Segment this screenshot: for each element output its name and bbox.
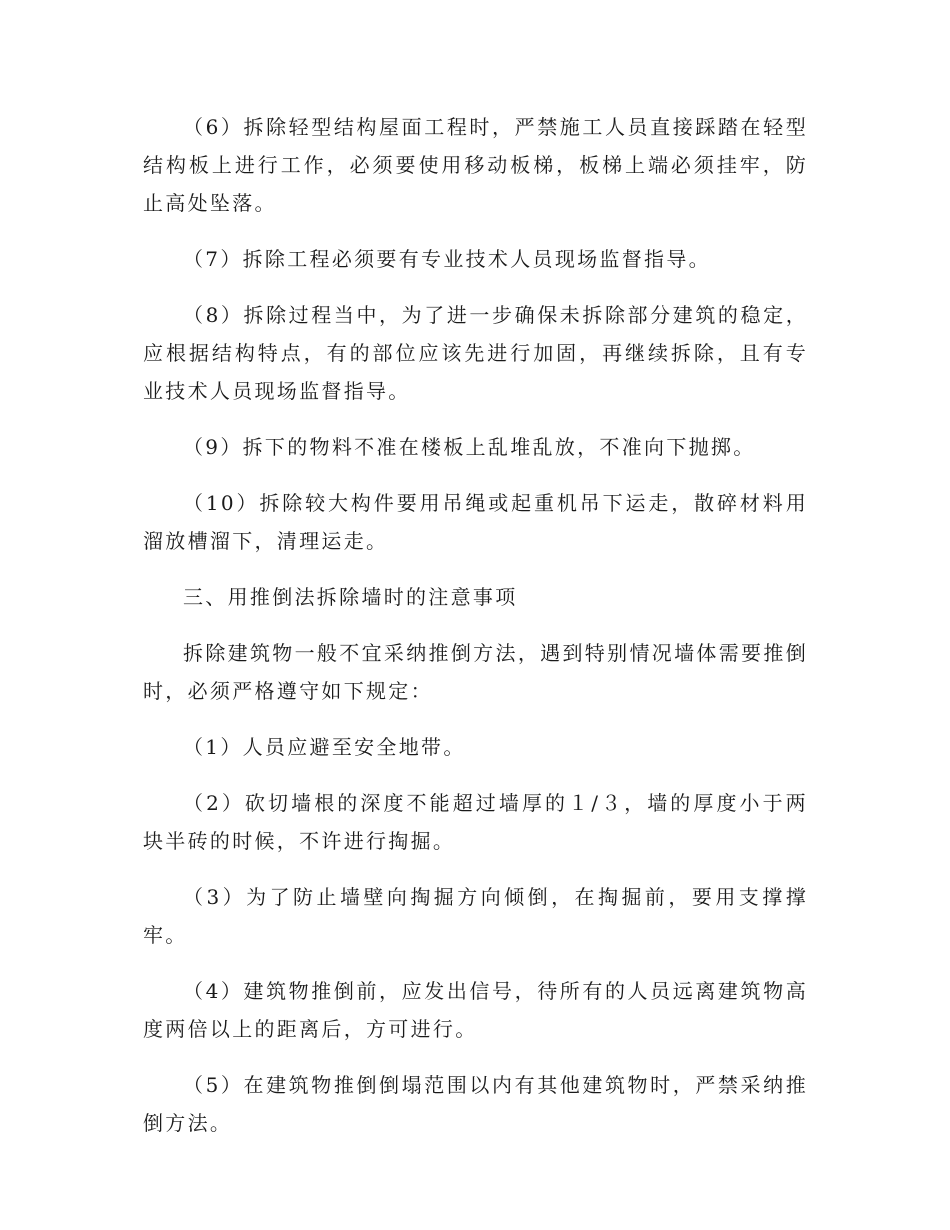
paragraph-item-9: （9）拆下的物料不准在楼板上乱堆乱放，不准向下抛掷。 xyxy=(183,435,756,459)
paragraph-item-8: （8）拆除过程当中，为了进一步确保未拆除部分建筑的稳定，应根据结构特点，有的部位应该先进行加固，再继续拆除，且有专业技术人员现场监督指导。 xyxy=(143,303,808,403)
rule-item-1: （1）人员应避至安全地带。 xyxy=(183,735,466,759)
section-intro: 拆除建筑物一般不宜采纳推倒方法，遇到特别情况墙体需要推倒时，必须严格遵守如下规定： xyxy=(143,641,808,703)
rule-item-4: （4）建筑物推倒前，应发出信号，待所有的人员远离建筑物高度两倍以上的距离后，方可进行。 xyxy=(143,979,808,1041)
paragraph-item-7: （7）拆除工程必须要有专业技术人员现场监督指导。 xyxy=(183,247,711,271)
rule-item-5: （5）在建筑物推倒倒塌范围以内有其他建筑物时，严禁采纳推倒方法。 xyxy=(143,1073,808,1135)
paragraph-item-6: （6）拆除轻型结构屋面工程时，严禁施工人员直接踩踏在轻型结构板上进行工作，必须要使用移动板梯，板梯上端必须挂牢，防止高处坠落。 xyxy=(143,115,808,215)
document-body xyxy=(143,108,808,1160)
section-heading: 三、用推倒法拆除墙时的注意事项 xyxy=(183,585,518,609)
rule-item-2: （2）砍切墙根的深度不能超过墙厚的１/３，墙的厚度小于两块半砖的时候，不许进行掏掘。 xyxy=(143,791,808,853)
rule-item-3: （3）为了防止墙壁向掏掘方向倾倒，在掏掘前，要用支撑撑牢。 xyxy=(143,885,808,947)
paragraph-item-10: （10）拆除较大构件要用吊绳或起重机吊下运走，散碎材料用溜放槽溜下，清理运走。 xyxy=(143,491,808,553)
